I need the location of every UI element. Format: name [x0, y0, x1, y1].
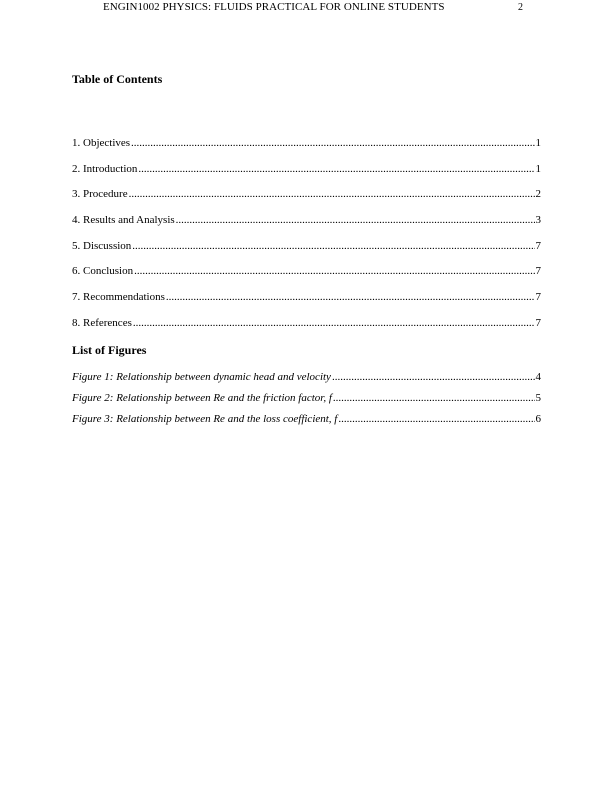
figure-entry-label: Figure 1: Relationship between dynamic head and velocity	[72, 371, 331, 383]
figure-entry-1[interactable]	[72, 371, 541, 392]
toc-entry-page: 3	[535, 214, 541, 227]
toc-entry-label: 8. References	[72, 316, 132, 329]
toc-entry-page: 1	[535, 162, 541, 175]
toc-entry-recommendations[interactable]	[72, 291, 541, 317]
toc-heading: Table of Contents	[72, 72, 163, 86]
dot-leader	[131, 137, 534, 149]
toc-entry-label: 4. Results and Analysis	[72, 214, 175, 227]
dot-leader	[133, 317, 535, 329]
dot-leader	[338, 413, 534, 425]
toc-entry-label: 7. Recommendations	[72, 291, 165, 304]
list-of-figures	[72, 371, 541, 434]
toc-entry-label: 1. Objectives	[72, 137, 131, 149]
toc-entry-references[interactable]	[72, 317, 541, 343]
figure-entry-2[interactable]	[72, 392, 541, 413]
toc-entry-conclusion[interactable]	[72, 265, 541, 291]
toc-entry-label: 6. Conclusion	[72, 265, 134, 278]
toc-entry-page: 7	[535, 291, 541, 304]
toc-entry-results-and-analysis[interactable]	[72, 214, 541, 240]
figure-entry-page: 6	[535, 413, 541, 425]
toc-entry-label: 5. Discussion	[72, 239, 132, 252]
page-number: 2	[518, 2, 523, 13]
toc-entry-page: 7	[535, 239, 541, 252]
toc-entry-page: 7	[535, 316, 541, 329]
toc-entry-page: 2	[535, 188, 541, 201]
dot-leader	[134, 265, 534, 277]
running-header-title: ENGIN1002 PHYSICS: FLUIDS PRACTICAL FOR ONLINE STUDENTS	[103, 1, 445, 13]
toc-entry-discussion[interactable]	[72, 240, 541, 266]
dot-leader	[176, 214, 535, 226]
figure-entry-3[interactable]	[72, 413, 541, 434]
toc-entry-introduction[interactable]	[72, 163, 541, 189]
figure-entry-label: Figure 3: Relationship between Re and the loss coefficient, f	[72, 413, 338, 425]
toc-entry-procedure[interactable]	[72, 188, 541, 214]
toc-entry-objectives[interactable]	[72, 137, 541, 163]
dot-leader	[138, 163, 534, 175]
figure-entry-label: Figure 2: Relationship between Re and the friction factor, f	[72, 392, 332, 404]
figure-entry-page: 4	[535, 371, 541, 383]
dot-leader	[129, 188, 535, 200]
dot-leader	[332, 371, 535, 383]
dot-leader	[333, 392, 535, 404]
list-of-figures-heading: List of Figures	[72, 343, 147, 357]
toc-entry-label: 3. Procedure	[72, 188, 128, 201]
toc-entry-page: 1	[535, 137, 541, 149]
figure-entry-page: 5	[535, 392, 541, 404]
toc-entry-label: 2. Introduction	[72, 162, 138, 175]
dot-leader	[132, 240, 534, 252]
toc-list	[72, 137, 541, 343]
dot-leader	[166, 291, 535, 303]
toc-entry-page: 7	[535, 265, 541, 278]
